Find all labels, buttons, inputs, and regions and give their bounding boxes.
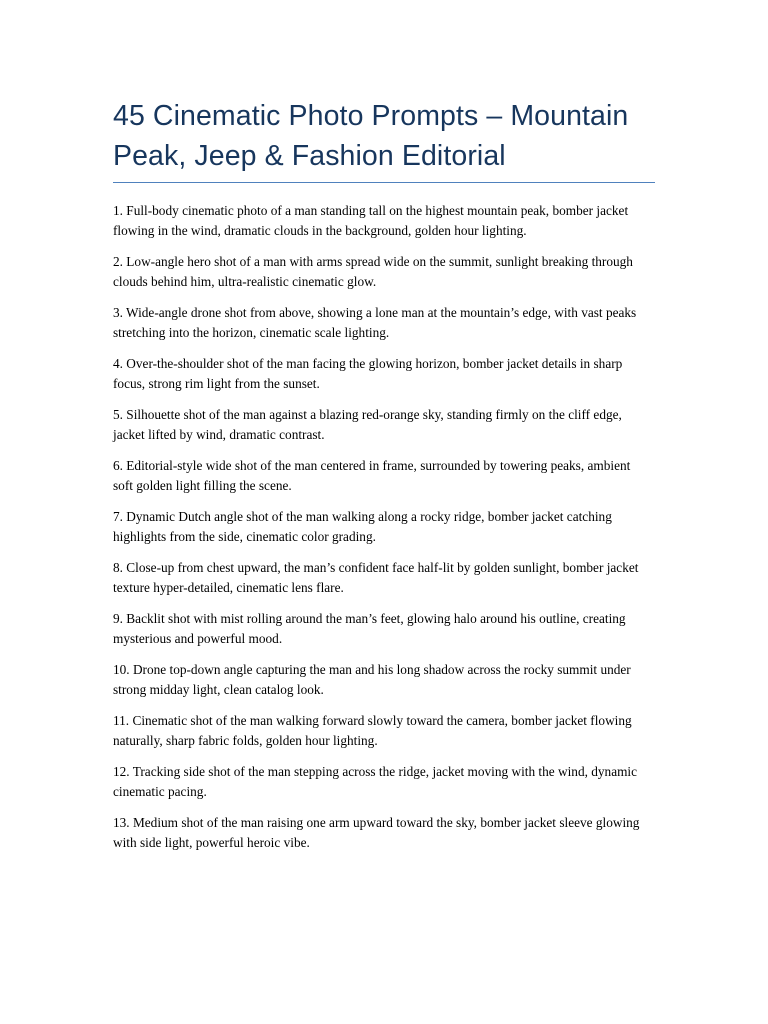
prompt-item-7: 7. Dynamic Dutch angle shot of the man walking along a rocky ridge, bomber jacket catching highlights from the side, cinematic color grading. [113,509,612,544]
prompt-item-11: 11. Cinematic shot of the man walking forward slowly toward the camera, bomber jacket flowing naturally, sharp fabric folds, golden hour lighting. [113,713,632,748]
prompt-item-6: 6. Editorial-style wide shot of the man centered in frame, surrounded by towering peaks, ambient soft golden light filling the scene. [113,458,631,493]
prompt-item-1: 1. Full-body cinematic photo of a man standing tall on the highest mountain peak, bomber jacket flowing in the wind, dramatic clouds in the background, golden hour lighting. [113,203,629,238]
prompt-item-2: 2. Low-angle hero shot of a man with arms spread wide on the summit, sunlight breaking through clouds behind him, ultra-realistic cinematic glow. [113,254,633,289]
prompt-item-4: 4. Over-the-shoulder shot of the man facing the glowing horizon, bomber jacket details in sharp focus, strong rim light from the sunset. [113,356,623,391]
title-divider [113,182,655,183]
prompt-item-8: 8. Close-up from chest upward, the man’s confident face half-lit by golden sunlight, bomber jacket texture hyper-detailed, cinematic lens flare. [113,560,639,595]
prompt-item-12: 12. Tracking side shot of the man stepping across the ridge, jacket moving with the wind, dynamic cinematic pacing. [113,764,638,799]
prompt-item-10: 10. Drone top-down angle capturing the man and his long shadow across the rocky summit under strong midday light, clean catalog look. [113,662,631,697]
prompt-item-9: 9. Backlit shot with mist rolling around the man’s feet, glowing halo around his outline, creating mysterious and powerful mood. [113,611,626,646]
document-page [113,96,655,864]
document-title: 45 Cinematic Photo Prompts – Mountain Peak, Jeep & Fashion Editorial [113,100,629,172]
prompt-item-3: 3. Wide-angle drone shot from above, showing a lone man at the mountain’s edge, with vast peaks stretching into the horizon, cinematic scale lighting. [113,305,637,340]
prompt-item-13: 13. Medium shot of the man raising one arm upward toward the sky, bomber jacket sleeve glowing with side light, powerful heroic vibe. [113,815,640,850]
prompt-list [113,201,655,852]
prompt-item-5: 5. Silhouette shot of the man against a blazing red-orange sky, standing firmly on the cliff edge, jacket lifted by wind, dramatic contrast. [113,407,622,442]
